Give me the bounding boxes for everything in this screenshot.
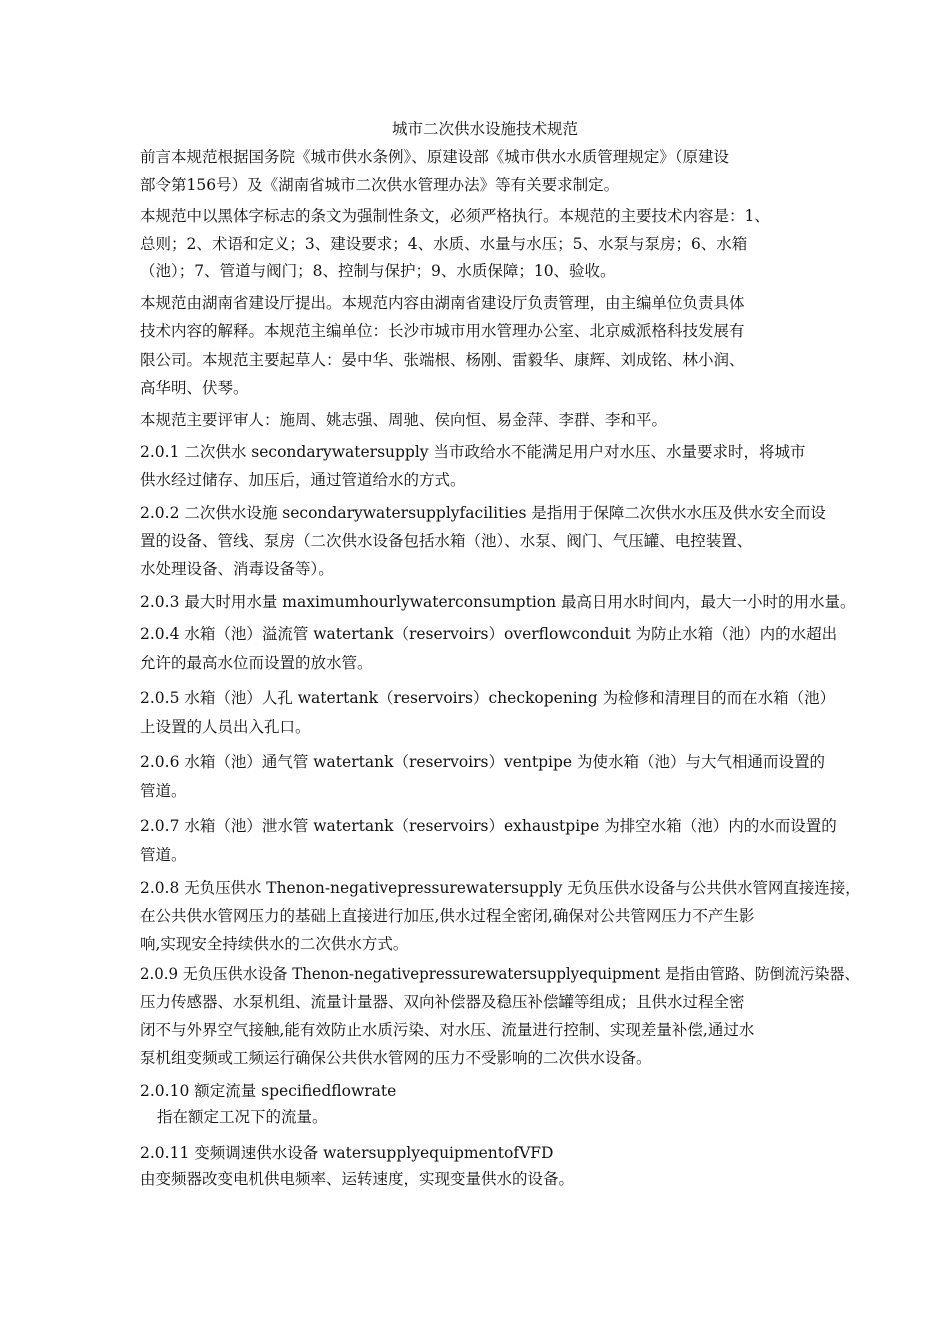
definition-line: 2.0.8 无负压供水 Thenon-negativepressurewatersupply 无负压供水设备与公共供水管网直接连接， [140, 879, 861, 897]
definition-line: 管道。 [140, 782, 187, 800]
definition-line: 2.0.3 最大时用水量 maximumhourlywaterconsumption 最高日用水时间内，最大一小时的用水量。 [140, 593, 856, 611]
definition-line: 2.0.9 无负压供水设备 Thenon-negativepressurewatersupplyequipment 是指由管路、防倒流污染器、 [140, 965, 860, 983]
scope-line: （池）；7、管道与阀门；8、控制与保护；9、水质保障；10、验收。 [140, 262, 616, 280]
definition-line: 泵机组变频或工频运行确保公共供水管网的压力不受影响的二次供水设备。 [140, 1049, 652, 1067]
authors-line: 高华明、伏琴。 [140, 379, 249, 397]
definition-line: 2.0.4 水箱（池）溢流管 watertank（reservoirs）overflowconduit 为防止水箱（池）内的水超出 [140, 625, 838, 643]
definition-line: 由变频器改变电机供电频率、运转速度，实现变量供水的设备。 [140, 1170, 575, 1188]
definition-line: 2.0.11 变频调速供水设备 watersupplyequipmentofVFD [140, 1144, 554, 1162]
definition-line: 管道。 [140, 846, 187, 864]
authors-line: 技术内容的解释。本规范主编单位：长沙市城市用水管理办公室、北京威派格科技发展有 [140, 322, 745, 340]
definition-line: 在公共供水管网压力的基础上直接进行加压,供水过程全密闭,确保对公共管网压力不产生影 [140, 907, 755, 925]
definition-line: 水处理设备、消毒设备等）。 [140, 560, 334, 578]
definition-line: 置的设备、管线、泵房（二次供水设备包括水箱（池）、水泵、阀门、气压罐、电控装置、 [140, 532, 753, 550]
scope-line: 总则；2、术语和定义；3、建设要求；4、水质、水量与水压；5、水泵与泵房；6、水箱 [140, 235, 748, 253]
definition-line: 2.0.7 水箱（池）泄水管 watertank（reservoirs）exhaustpipe 为排空水箱（池）内的水而设置的 [140, 817, 837, 835]
document-title: 城市二次供水设施技术规范 [391, 120, 578, 138]
definition-line: 指在额定工况下的流量。 [157, 1108, 328, 1126]
preface-line: 前言本规范根据国务院《城市供水条例》、原建设部《城市供水水质管理规定》（原建设 [140, 148, 730, 166]
definition-line: 2.0.5 水箱（池）人孔 watertank（reservoirs）checkopening 为检修和清理目的而在水箱（池） [140, 689, 836, 707]
authors-line: 限公司。本规范主要起草人：晏中华、张端根、杨刚、雷毅华、康辉、刘成铭、林小润、 [140, 351, 745, 369]
definition-line: 2.0.10 额定流量 specifiedflowrate [140, 1082, 397, 1100]
definition-line: 压力传感器、水泵机组、流量计量器、双向补偿器及稳压补偿罐等组成；且供水过程全密 [140, 993, 745, 1011]
definition-line: 供水经过储存、加压后，通过管道给水的方式。 [140, 471, 466, 489]
authors-line: 本规范由湖南省建设厅提出。本规范内容由湖南省建设厅负责管理，由主编单位负责具体 [140, 294, 745, 312]
scope-line: 本规范中以黑体字标志的条文为强制性条文，必须严格执行。本规范的主要技术内容是：1、 [140, 207, 770, 225]
definition-line: 2.0.2 二次供水设施 secondarywatersupplyfacilities 是指用于保障二次供水水压及供水安全而设 [140, 504, 826, 522]
definition-line: 上设置的人员出入孔口。 [140, 718, 311, 736]
definition-line: 2.0.6 水箱（池）通气管 watertank（reservoirs）ventpipe 为使水箱（池）与大气相通而设置的 [140, 753, 826, 771]
preface-line: 部令第156号）及《湖南省城市二次供水管理办法》等有关要求制定。 [140, 176, 620, 194]
definition-line: 2.0.1 二次供水 secondarywatersupply 当市政给水不能满足用户对水压、水量要求时，将城市 [140, 443, 806, 461]
definition-line: 允许的最高水位而设置的放水管。 [140, 654, 373, 672]
definition-line: 响,实现安全持续供水的二次供水方式。 [140, 935, 409, 953]
definition-line: 闭不与外界空气接触,能有效防止水质污染、对水压、流量进行控制、实现差量补偿,通过水 [140, 1021, 755, 1039]
reviewers-line: 本规范主要评审人：施周、姚志强、周驰、侯向恒、易金萍、李群、李和平。 [140, 411, 668, 429]
